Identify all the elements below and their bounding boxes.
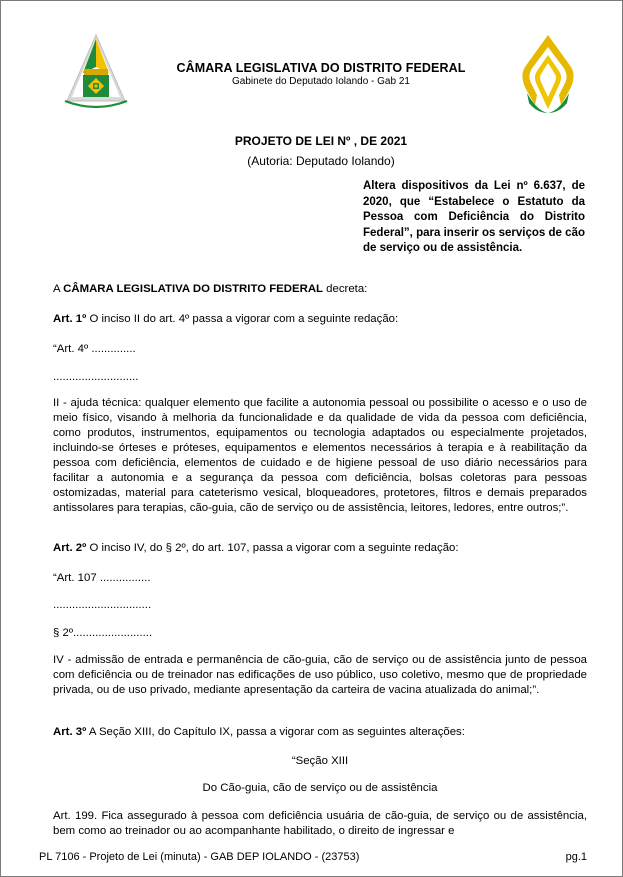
item-iv-paragraph: IV - admissão de entrada e permanência de cão-guia, cão de serviço ou de assistência junto de pessoa com deficiência ou de treinador nas edificações de uso público, uso coletivo, mesmo que de propriedade privada, ou de uso privado, mediante apresentação da carteira de vacina atualizada do animal;”. [53,654,587,696]
article-2-label: Art. 2º [53,542,87,554]
art4-reference: “Art. 4º .............. [53,343,136,355]
article-1-label: Art. 1º [53,313,87,325]
distrito-federal-emblem-icon [63,33,129,111]
decree-suffix: decreta: [323,283,368,295]
ellipsis-line-2: ............................... [53,599,152,611]
decree-prefix: A [53,283,64,295]
section-title: “Seção XIII [291,755,349,767]
article-199-paragraph: Art. 199. Fica assegurado à pessoa com deficiência usuária de cão-guia, de serviço ou de assistência, bem como ao treinador ou ao acompanhante habilitado, o direito de ingressar e [53,810,587,837]
page-number: pg.1 [565,851,587,863]
paragraph-2-reference: § 2º......................... [53,627,153,639]
bill-authorship: (Autoria: Deputado Iolando) [247,154,395,168]
article-2-text: O inciso IV, do § 2º, do art. 107, passa a vigorar com a seguinte redação: [86,542,459,554]
item-ii-paragraph: II - ajuda técnica: qualquer elemento que facilite a autonomia pessoal ou possibilite o acesso e o uso de meio físico, visando à melhoria da funcionalidade e da qualidade de vida da pessoa com deficiência, como produtos, instrumentos, equipamentos ou tecnologia adaptados ou especialmente projetados, incluindo-se órteses e próteses, equipamentos e elementos necessários à terapia e à reabilitação da pessoa com deficiência, elementos de cuidado e de higiene pessoal de uso diário necessários para facilitar a autonomia e a segurança da pessoa com deficiência, bolsas coletoras para pessoas ostomizadas, material para cateterismo vesical, bloqueadores, protetores, filtros e demais preparados antissolares para terapias, cão-guia, cão de serviço ou de assistência, leitores, ledores, entre outros;”. [53,397,587,514]
article-1-text: O inciso II do art. 4º passa a vigorar com a seguinte redação: [86,313,399,325]
page-footer [39,851,587,863]
office-name: Gabinete do Deputado Iolando - Gab 21 [232,76,410,87]
article-3 [53,725,587,740]
art107-reference: “Art. 107 ................ [53,572,151,584]
bill-summary: Altera dispositivos da Lei nº 6.637, de 2020, que “Estabelece o Estatuto da Pessoa com Deficiência do Distrito Federal”, para inserir os serviços de cão de serviço ou de assistência. [363,180,585,254]
ellipsis-line-1: ........................... [53,371,139,383]
article-2 [53,541,587,556]
chamber-logo-icon [517,33,579,113]
article-3-label: Art. 3º [53,726,87,738]
institution-name: CÂMARA LEGISLATIVA DO DISTRITO FEDERAL [176,61,466,75]
article-3-text: A Seção XIII, do Capítulo IX, passa a vigorar com as seguintes alterações: [86,726,465,738]
decree-institution: CÂMARA LEGISLATIVA DO DISTRITO FEDERAL [63,283,324,295]
footer-document-id: PL 7106 - Projeto de Lei (minuta) - GAB DEP IOLANDO - (23753) [39,851,360,863]
bill-title: PROJETO DE LEI Nº , DE 2021 [234,134,408,148]
section-subtitle: Do Cão-guia, cão de serviço ou de assistência [202,782,438,794]
decree-line [53,282,587,297]
article-1 [53,312,587,327]
